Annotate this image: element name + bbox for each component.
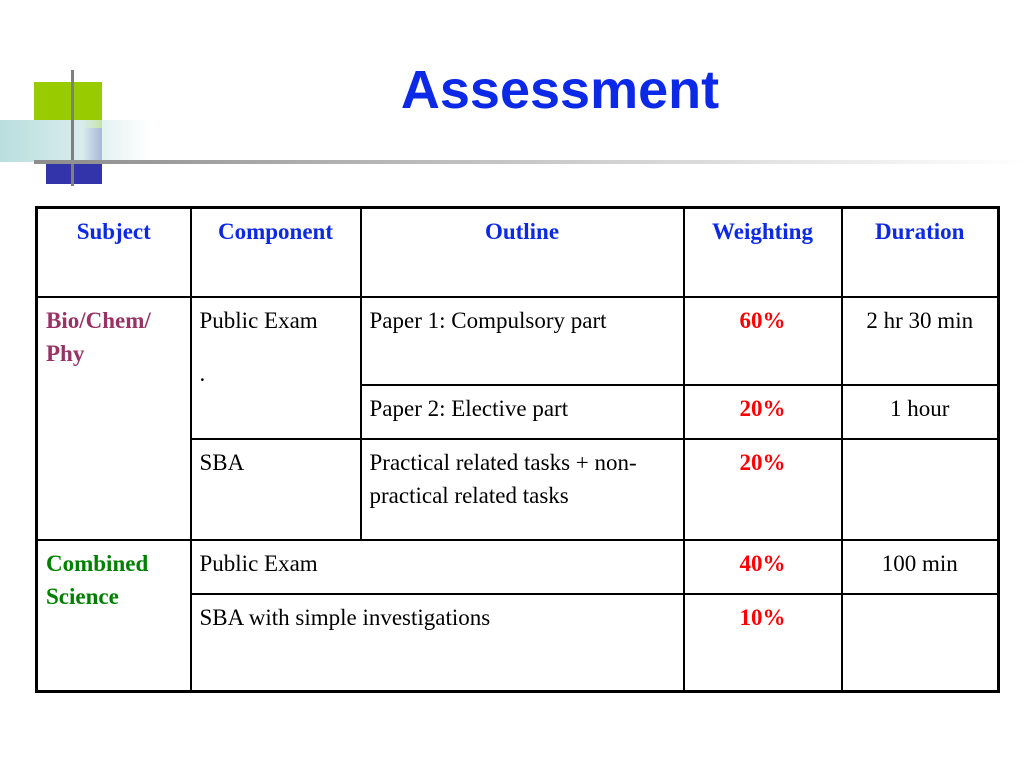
paper2-duration: 1 hour bbox=[842, 385, 999, 439]
deco-vertical-line bbox=[71, 70, 74, 186]
deco-cyan-bar bbox=[0, 120, 150, 162]
combined-public-exam-duration: 100 min bbox=[842, 540, 999, 594]
paper1-duration: 2 hr 30 min bbox=[842, 297, 999, 385]
header-component: Component bbox=[191, 208, 361, 297]
paper1-weighting: 60% bbox=[684, 297, 842, 385]
header-subject: Subject bbox=[37, 208, 191, 297]
paper2-outline: Paper 2: Elective part bbox=[361, 385, 684, 439]
paper1-outline: Paper 1: Compulsory part bbox=[361, 297, 684, 385]
bio-public-exam-dot: . bbox=[199, 360, 206, 386]
subject-bio-chem-phy: Bio/Chem/ Phy bbox=[37, 297, 191, 540]
combined-public-exam-weighting: 40% bbox=[684, 540, 842, 594]
bio-sba-duration bbox=[842, 439, 999, 540]
paper2-weighting: 20% bbox=[684, 385, 842, 439]
combined-sba: SBA with simple investigations bbox=[191, 594, 684, 692]
deco-horizontal-line bbox=[34, 160, 1024, 164]
bio-public-exam-cell bbox=[191, 297, 361, 439]
combined-public-exam: Public Exam bbox=[191, 540, 684, 594]
combined-sba-weighting: 10% bbox=[684, 594, 842, 692]
header-duration: Duration bbox=[842, 208, 999, 297]
slide-title: Assessment bbox=[400, 60, 720, 120]
combined-sba-duration bbox=[842, 594, 999, 692]
header-outline: Outline bbox=[361, 208, 684, 297]
table-row bbox=[37, 540, 999, 594]
table-row bbox=[37, 297, 999, 385]
bio-sba-outline: Practical related tasks + non-practical related tasks bbox=[361, 439, 684, 540]
bio-sba: SBA bbox=[191, 439, 361, 540]
bio-public-exam: Public Exam bbox=[199, 307, 318, 333]
assessment-table bbox=[35, 206, 1000, 693]
subject-combined-science: Combined Science bbox=[37, 540, 191, 692]
table-header-row bbox=[37, 208, 999, 297]
bio-sba-weighting: 20% bbox=[684, 439, 842, 540]
header-weighting: Weighting bbox=[684, 208, 842, 297]
